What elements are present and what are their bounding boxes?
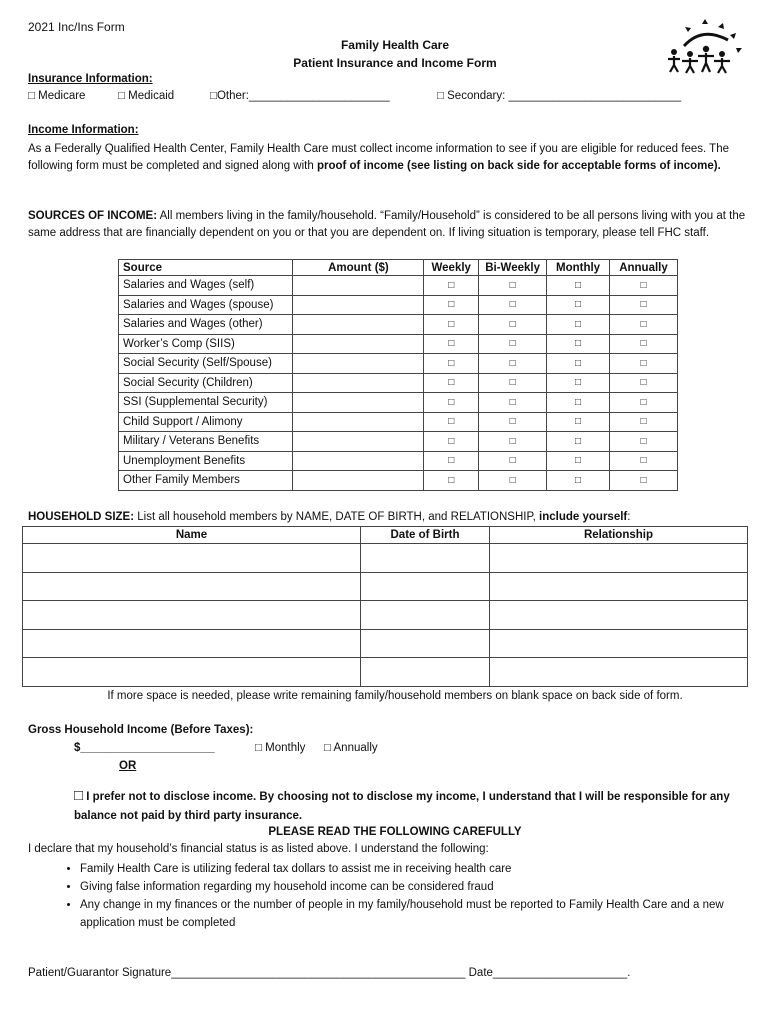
household-row bbox=[23, 658, 748, 687]
gross-income-heading: Gross Household Income (Before Taxes): bbox=[28, 724, 254, 736]
gross-income-amount-field[interactable]: $_____________________ bbox=[74, 742, 215, 754]
declaration-intro: I declare that my household’s financial status is as listed above. I understand the following: bbox=[28, 843, 489, 855]
prefer-not-disclose-checkbox[interactable]: □ bbox=[74, 787, 84, 804]
declaration-item: • Family Health Care is utilizing federal tax dollars to assist me in receiving health care bbox=[80, 860, 760, 878]
income-source-label: Salaries and Wages (other) bbox=[119, 315, 293, 335]
weekly-checkbox[interactable]: □ bbox=[424, 276, 479, 296]
annually-checkbox[interactable]: □ bbox=[609, 354, 677, 374]
household-row bbox=[23, 544, 748, 573]
income-amount-cell[interactable] bbox=[293, 471, 424, 491]
weekly-checkbox[interactable]: □ bbox=[424, 432, 479, 452]
annually-checkbox[interactable]: □ bbox=[609, 471, 677, 491]
income-source-label: Military / Veterans Benefits bbox=[119, 432, 293, 452]
income-amount-cell[interactable] bbox=[293, 295, 424, 315]
income-row bbox=[119, 334, 678, 354]
biweekly-checkbox[interactable]: □ bbox=[479, 334, 547, 354]
col-dob: Date of Birth bbox=[361, 527, 490, 544]
income-row bbox=[119, 471, 678, 491]
col-biweekly: Bi-Weekly bbox=[479, 260, 547, 276]
name-cell[interactable] bbox=[23, 629, 361, 658]
weekly-checkbox[interactable]: □ bbox=[424, 334, 479, 354]
annually-checkbox[interactable]: □ bbox=[609, 451, 677, 471]
family-health-care-logo bbox=[662, 18, 746, 76]
org-name: Family Health Care bbox=[340, 38, 450, 52]
income-row bbox=[119, 354, 678, 374]
monthly-checkbox[interactable]: □ bbox=[547, 393, 610, 413]
annually-checkbox[interactable]: □ bbox=[609, 295, 677, 315]
col-amount: Amount ($) bbox=[293, 260, 424, 276]
monthly-checkbox[interactable]: □ bbox=[547, 451, 610, 471]
annually-checkbox[interactable]: □ bbox=[609, 432, 677, 452]
household-instructions: HOUSEHOLD SIZE: List all household members by NAME, DATE OF BIRTH, and RELATIONSHIP, include yourself: bbox=[28, 511, 631, 523]
biweekly-checkbox[interactable]: □ bbox=[479, 471, 547, 491]
weekly-checkbox[interactable]: □ bbox=[424, 412, 479, 432]
annually-checkbox[interactable]: □ bbox=[609, 315, 677, 335]
monthly-checkbox[interactable]: □ bbox=[547, 373, 610, 393]
monthly-checkbox[interactable]: □ bbox=[547, 276, 610, 296]
income-amount-cell[interactable] bbox=[293, 315, 424, 335]
declaration-heading: PLEASE READ THE FOLLOWING CAREFULLY bbox=[268, 826, 522, 838]
income-amount-cell[interactable] bbox=[293, 334, 424, 354]
other-insurance-field[interactable]: □Other:______________________ bbox=[210, 90, 390, 102]
form-year: 2021 Inc/Ins Form bbox=[28, 20, 125, 34]
prefer-not-disclose: □ I prefer not to disclose income. By choosing not to disclose my income, I understand that I will be responsible for any balance not paid by third party insurance. bbox=[74, 787, 730, 822]
declaration-item: • Any change in my finances or the number of people in my family/household must be reported to Family Health Care and a new application must be completed bbox=[80, 896, 760, 932]
income-source-label: SSI (Supplemental Security) bbox=[119, 393, 293, 413]
dob-cell[interactable] bbox=[361, 629, 490, 658]
form-title: Patient Insurance and Income Form bbox=[293, 56, 497, 70]
weekly-checkbox[interactable]: □ bbox=[424, 471, 479, 491]
annually-checkbox[interactable]: □ bbox=[609, 373, 677, 393]
biweekly-checkbox[interactable]: □ bbox=[479, 393, 547, 413]
gross-annually-checkbox[interactable]: □ Annually bbox=[324, 742, 378, 754]
relationship-cell[interactable] bbox=[490, 572, 748, 601]
medicaid-checkbox[interactable]: □ Medicaid bbox=[118, 90, 175, 102]
biweekly-checkbox[interactable]: □ bbox=[479, 276, 547, 296]
gross-monthly-checkbox[interactable]: □ Monthly bbox=[255, 742, 306, 754]
annually-checkbox[interactable]: □ bbox=[609, 334, 677, 354]
date-field[interactable]: _____________________. bbox=[492, 967, 631, 979]
income-amount-cell[interactable] bbox=[293, 373, 424, 393]
income-source-label: Social Security (Self/Spouse) bbox=[119, 354, 293, 374]
biweekly-checkbox[interactable]: □ bbox=[479, 295, 547, 315]
income-table-header bbox=[119, 260, 678, 276]
income-row bbox=[119, 373, 678, 393]
income-amount-cell[interactable] bbox=[293, 412, 424, 432]
relationship-cell[interactable] bbox=[490, 601, 748, 630]
income-amount-cell[interactable] bbox=[293, 451, 424, 471]
income-sources-table bbox=[118, 259, 678, 491]
household-row bbox=[23, 601, 748, 630]
income-amount-cell[interactable] bbox=[293, 276, 424, 296]
weekly-checkbox[interactable]: □ bbox=[424, 393, 479, 413]
monthly-checkbox[interactable]: □ bbox=[547, 432, 610, 452]
income-row bbox=[119, 451, 678, 471]
income-row bbox=[119, 393, 678, 413]
name-cell[interactable] bbox=[23, 572, 361, 601]
annually-checkbox[interactable]: □ bbox=[609, 393, 677, 413]
income-source-label: Other Family Members bbox=[119, 471, 293, 491]
income-heading: Income Information: bbox=[28, 124, 139, 136]
annually-checkbox[interactable]: □ bbox=[609, 412, 677, 432]
biweekly-checkbox[interactable]: □ bbox=[479, 373, 547, 393]
signature-row bbox=[28, 967, 630, 979]
income-source-label: Unemployment Benefits bbox=[119, 451, 293, 471]
relationship-cell[interactable] bbox=[490, 629, 748, 658]
relationship-cell[interactable] bbox=[490, 544, 748, 573]
annually-checkbox[interactable]: □ bbox=[609, 276, 677, 296]
household-table-header bbox=[23, 527, 748, 544]
weekly-checkbox[interactable]: □ bbox=[424, 373, 479, 393]
income-row bbox=[119, 432, 678, 452]
insurance-heading: Insurance Information: bbox=[28, 73, 153, 85]
col-source: Source bbox=[119, 260, 293, 276]
income-source-label: Salaries and Wages (spouse) bbox=[119, 295, 293, 315]
more-space-note: If more space is needed, please write remaining family/household members on blank space on back side of form. bbox=[107, 690, 683, 702]
dob-cell[interactable] bbox=[361, 601, 490, 630]
monthly-checkbox[interactable]: □ bbox=[547, 334, 610, 354]
signature-field[interactable]: ______________________________________________ bbox=[171, 967, 466, 979]
household-members-table bbox=[22, 526, 748, 687]
col-relationship: Relationship bbox=[490, 527, 748, 544]
income-amount-cell[interactable] bbox=[293, 393, 424, 413]
biweekly-checkbox[interactable]: □ bbox=[479, 451, 547, 471]
income-row bbox=[119, 295, 678, 315]
or-label: OR bbox=[119, 760, 137, 772]
declaration-item: • Giving false information regarding my household income can be considered fraud bbox=[80, 878, 760, 896]
col-weekly: Weekly bbox=[424, 260, 479, 276]
biweekly-checkbox[interactable]: □ bbox=[479, 354, 547, 374]
biweekly-checkbox[interactable]: □ bbox=[479, 412, 547, 432]
weekly-checkbox[interactable]: □ bbox=[424, 354, 479, 374]
name-cell[interactable] bbox=[23, 544, 361, 573]
signature-label: Patient/Guarantor Signature bbox=[28, 967, 172, 979]
col-annually: Annually bbox=[609, 260, 677, 276]
income-row bbox=[119, 412, 678, 432]
name-cell[interactable] bbox=[23, 601, 361, 630]
biweekly-checkbox[interactable]: □ bbox=[479, 432, 547, 452]
sources-paragraph: SOURCES OF INCOME: All members living in the family/household. “Family/Household” is considered to be all persons living with you at the same address that are financially dependent on you or that you are dependent on. If living situation is temporary, please tell FHC staff. bbox=[28, 210, 746, 239]
biweekly-checkbox[interactable]: □ bbox=[479, 315, 547, 335]
monthly-checkbox[interactable]: □ bbox=[547, 315, 610, 335]
date-label: Date bbox=[468, 967, 493, 979]
income-source-label: Child Support / Alimony bbox=[119, 412, 293, 432]
household-row bbox=[23, 629, 748, 658]
monthly-checkbox[interactable]: □ bbox=[547, 295, 610, 315]
household-row bbox=[23, 572, 748, 601]
monthly-checkbox[interactable]: □ bbox=[547, 471, 610, 491]
weekly-checkbox[interactable]: □ bbox=[424, 451, 479, 471]
income-row bbox=[119, 276, 678, 296]
income-source-label: Worker’s Comp (SIIS) bbox=[119, 334, 293, 354]
relationship-cell[interactable] bbox=[490, 658, 748, 687]
income-amount-cell[interactable] bbox=[293, 354, 424, 374]
col-monthly: Monthly bbox=[547, 260, 610, 276]
monthly-checkbox[interactable]: □ bbox=[547, 354, 610, 374]
dob-cell[interactable] bbox=[361, 572, 490, 601]
income-source-label: Salaries and Wages (self) bbox=[119, 276, 293, 296]
col-name: Name bbox=[23, 527, 361, 544]
income-source-label: Social Security (Children) bbox=[119, 373, 293, 393]
income-paragraph: As a Federally Qualified Health Center, Family Health Care must collect income information to see if you are eligible for reduced fees. The following form must be completed and signed along with proof of income (see listing on back side for acceptable forms of income). bbox=[28, 143, 729, 172]
weekly-checkbox[interactable]: □ bbox=[424, 295, 479, 315]
income-row bbox=[119, 315, 678, 335]
monthly-checkbox[interactable]: □ bbox=[547, 412, 610, 432]
income-amount-cell[interactable] bbox=[293, 432, 424, 452]
medicare-checkbox[interactable]: □ Medicare bbox=[28, 90, 86, 102]
dob-cell[interactable] bbox=[361, 544, 490, 573]
weekly-checkbox[interactable]: □ bbox=[424, 315, 479, 335]
secondary-insurance-field[interactable]: □ Secondary: ___________________________ bbox=[437, 90, 682, 102]
name-cell[interactable] bbox=[23, 658, 361, 687]
declaration-list bbox=[62, 860, 760, 932]
dob-cell[interactable] bbox=[361, 658, 490, 687]
